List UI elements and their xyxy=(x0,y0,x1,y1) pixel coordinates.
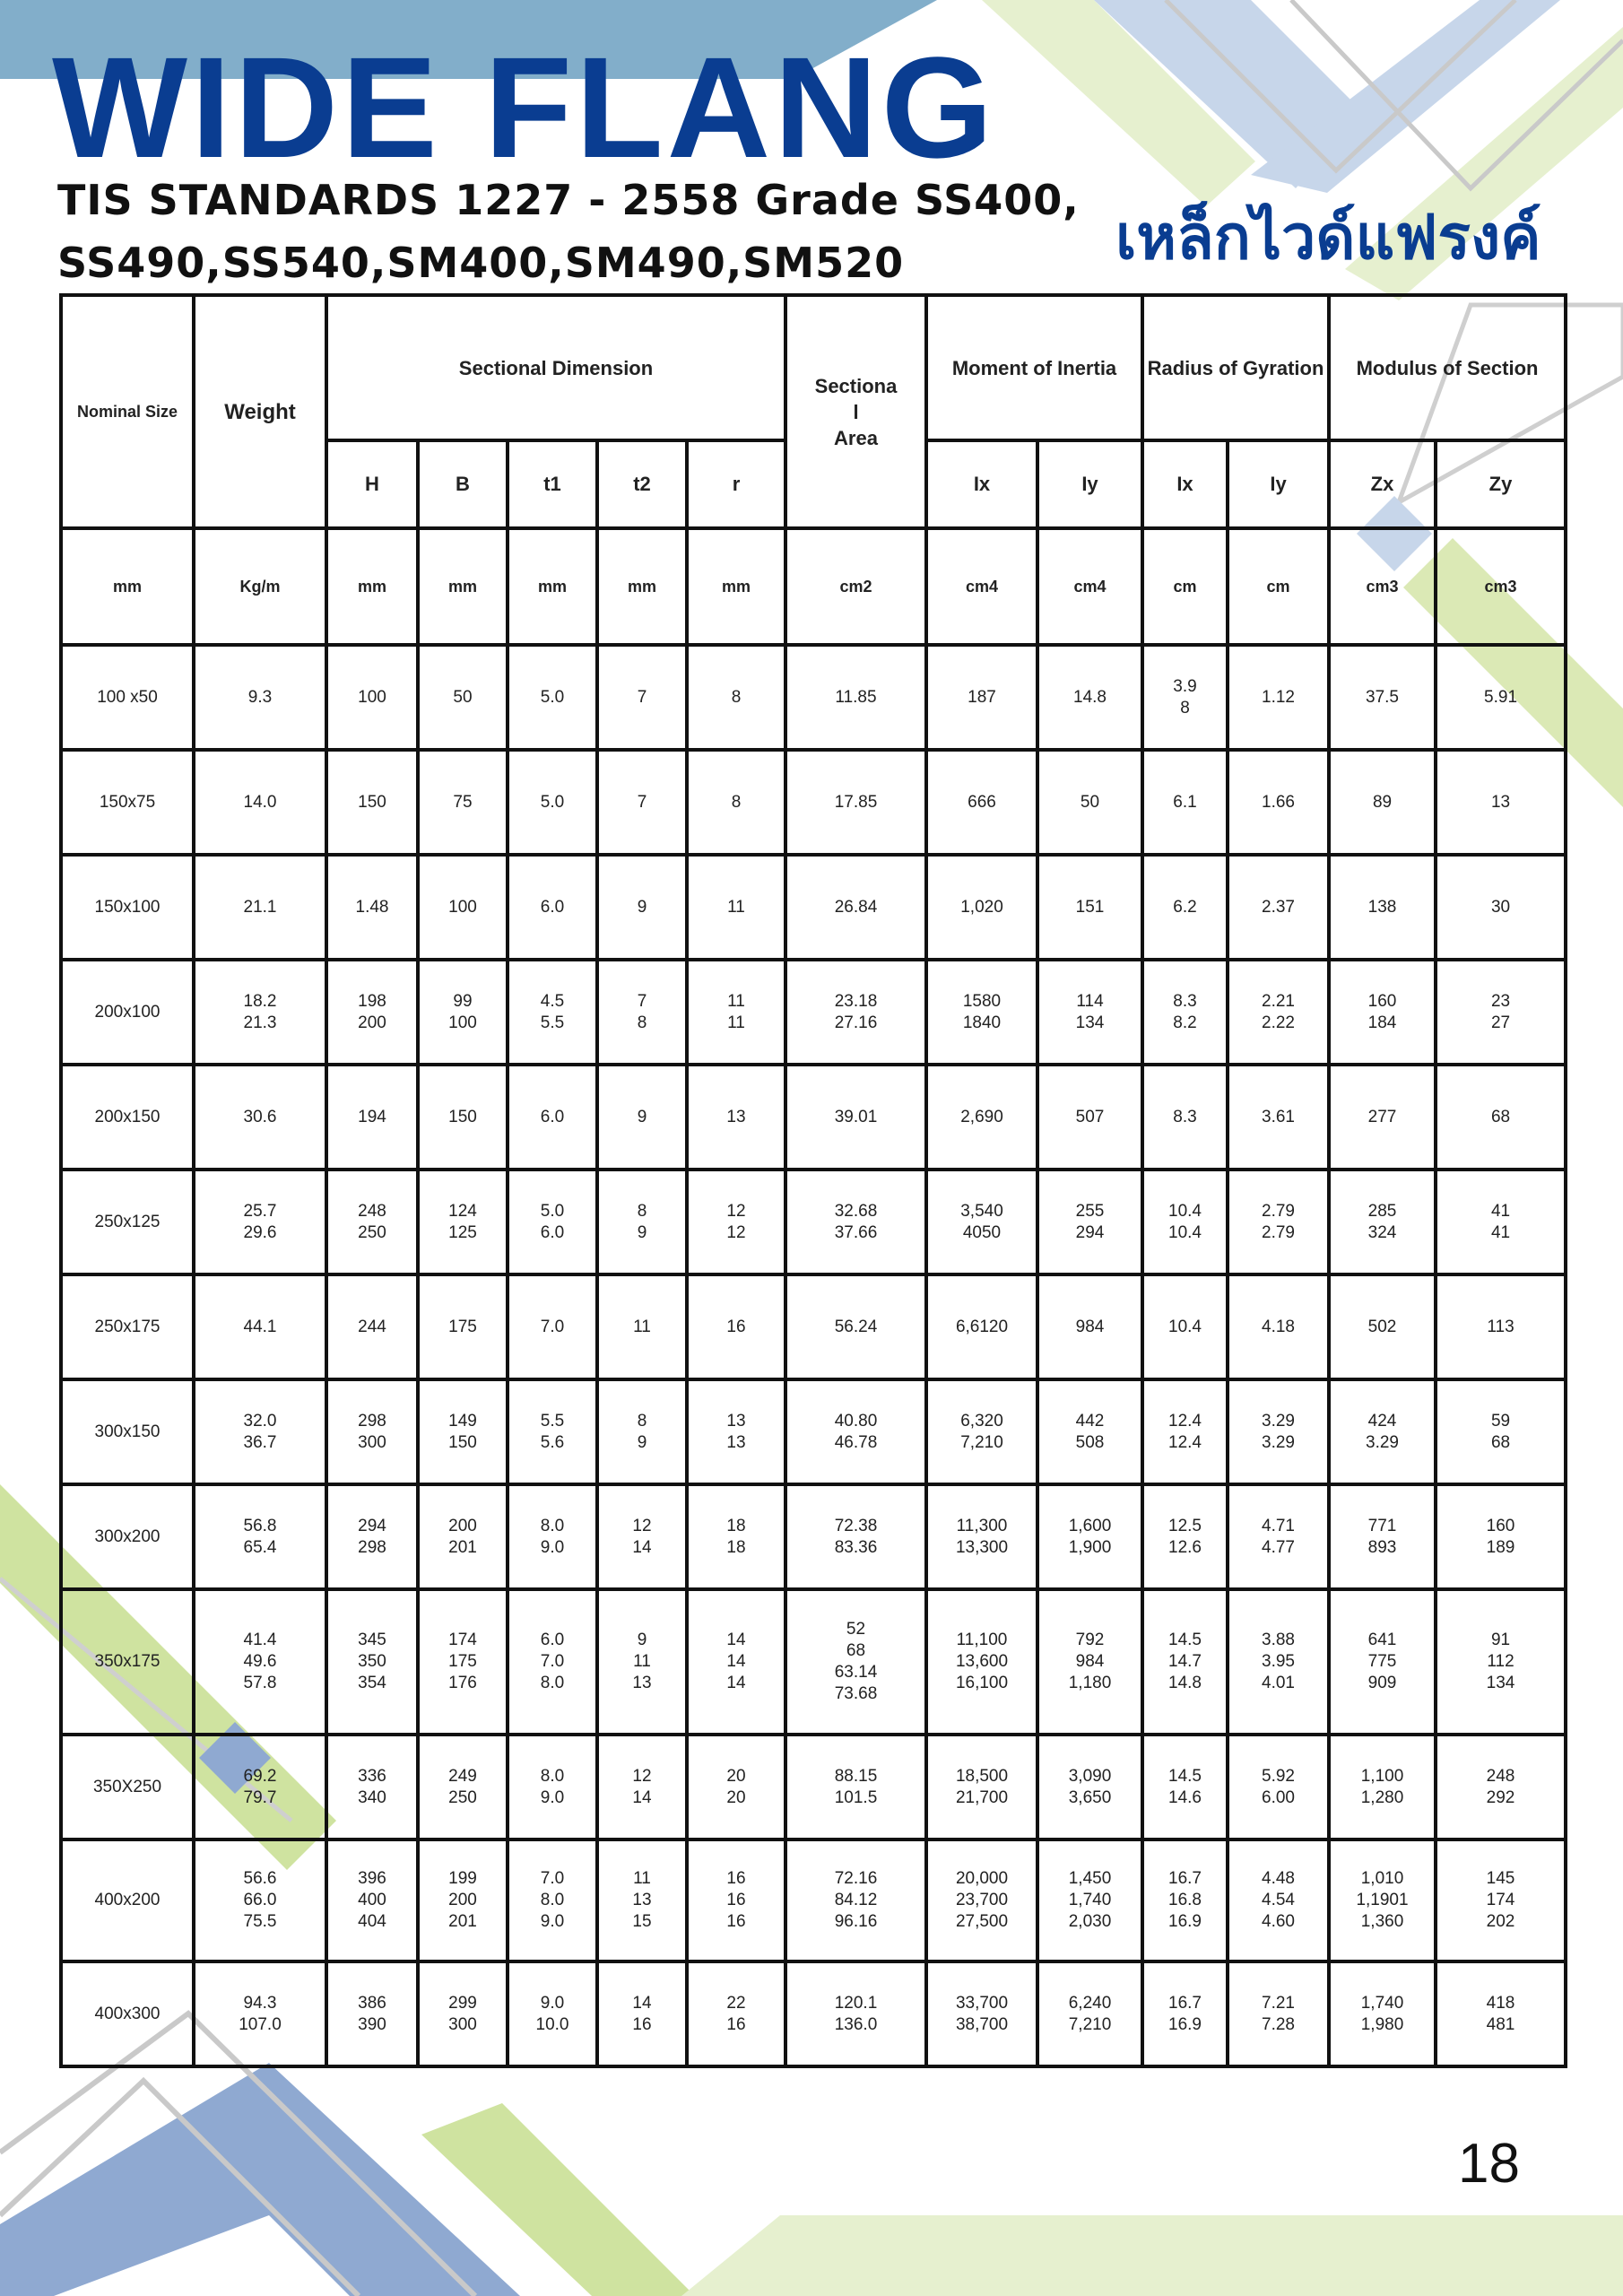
table-cell: 8 9 xyxy=(597,1379,687,1484)
table-cell: 17.85 xyxy=(785,750,926,855)
table-cell: 100 xyxy=(326,645,418,750)
table-row xyxy=(61,1589,1566,1735)
subheader-r: r xyxy=(687,440,785,528)
table-cell: 8 xyxy=(687,750,785,855)
table-cell: 160 189 xyxy=(1436,1484,1566,1589)
table-cell: 9.3 xyxy=(194,645,326,750)
table-cell: 277 xyxy=(1329,1065,1436,1170)
table-cell: 4.18 xyxy=(1228,1274,1329,1379)
table-cell: 10.4 10.4 xyxy=(1142,1170,1228,1274)
table-cell: 3.29 3.29 xyxy=(1228,1379,1329,1484)
table-cell: 1,740 1,980 xyxy=(1329,1961,1436,2066)
table-cell: 418 481 xyxy=(1436,1961,1566,2066)
unit-cell: mm xyxy=(326,528,418,645)
table-cell: 13 xyxy=(687,1065,785,1170)
table-cell: 248 292 xyxy=(1436,1735,1566,1839)
table-cell: 6.0 7.0 8.0 xyxy=(508,1589,597,1735)
table-cell: 41 41 xyxy=(1436,1170,1566,1274)
table-cell: 16 16 16 xyxy=(687,1839,785,1961)
table-cell: 7.21 7.28 xyxy=(1228,1961,1329,2066)
table-cell: 16 xyxy=(687,1274,785,1379)
table-cell: 666 xyxy=(926,750,1037,855)
table-cell: 2,690 xyxy=(926,1065,1037,1170)
table-cell: 3,090 3,650 xyxy=(1037,1735,1142,1839)
nominal-size-cell: 250x175 xyxy=(61,1274,194,1379)
table-cell: 198 200 xyxy=(326,960,418,1065)
table-cell: 13 13 xyxy=(687,1379,785,1484)
table-cell: 6.1 xyxy=(1142,750,1228,855)
nominal-size-cell: 400x200 xyxy=(61,1839,194,1961)
table-cell: 8 9 xyxy=(597,1170,687,1274)
table-cell: 7 xyxy=(597,750,687,855)
nominal-size-cell: 300x150 xyxy=(61,1379,194,1484)
nominal-size-cell: 350X250 xyxy=(61,1735,194,1839)
table-cell: 56.6 66.0 75.5 xyxy=(194,1839,326,1961)
subheader-t1: t1 xyxy=(508,440,597,528)
unit-cell: mm xyxy=(418,528,508,645)
table-cell: 18,500 21,700 xyxy=(926,1735,1037,1839)
table-cell: 20 20 xyxy=(687,1735,785,1839)
table-cell: 114 134 xyxy=(1037,960,1142,1065)
table-cell: 56.24 xyxy=(785,1274,926,1379)
table-cell: 23 27 xyxy=(1436,960,1566,1065)
table-cell: 14.5 14.7 14.8 xyxy=(1142,1589,1228,1735)
table-cell: 18 18 xyxy=(687,1484,785,1589)
table-cell: 39.01 xyxy=(785,1065,926,1170)
table-cell: 1580 1840 xyxy=(926,960,1037,1065)
table-cell: 641 775 909 xyxy=(1329,1589,1436,1735)
table-cell: 14.5 14.6 xyxy=(1142,1735,1228,1839)
table-group-header-row xyxy=(61,295,1566,440)
table-cell: 14 14 14 xyxy=(687,1589,785,1735)
unit-cell: mm xyxy=(597,528,687,645)
table-cell: 32.0 36.7 xyxy=(194,1379,326,1484)
table-cell: 771 893 xyxy=(1329,1484,1436,1589)
table-cell: 507 xyxy=(1037,1065,1142,1170)
table-cell: 11.85 xyxy=(785,645,926,750)
table-cell: 68 xyxy=(1436,1065,1566,1170)
unit-cell: mm xyxy=(61,528,194,645)
table-cell: 1,600 1,900 xyxy=(1037,1484,1142,1589)
nominal-size-cell: 300x200 xyxy=(61,1484,194,1589)
unit-cell: mm xyxy=(508,528,597,645)
wide-flange-spec-table xyxy=(59,293,1567,2068)
table-cell: 26.84 xyxy=(785,855,926,960)
table-cell: 4.48 4.54 4.60 xyxy=(1228,1839,1329,1961)
nominal-size-cell: 250x125 xyxy=(61,1170,194,1274)
table-cell: 94.3 107.0 xyxy=(194,1961,326,2066)
table-cell: 3.9 8 xyxy=(1142,645,1228,750)
table-cell: 298 300 xyxy=(326,1379,418,1484)
table-cell: 72.16 84.12 96.16 xyxy=(785,1839,926,1961)
thai-title: เหล็กไวด์แฟรงค์ xyxy=(1115,203,1541,274)
unit-cell: cm3 xyxy=(1436,528,1566,645)
unit-cell: cm xyxy=(1228,528,1329,645)
table-cell: 336 340 xyxy=(326,1735,418,1839)
table-cell: 424 3.29 xyxy=(1329,1379,1436,1484)
table-cell: 442 508 xyxy=(1037,1379,1142,1484)
table-cell: 100 xyxy=(418,855,508,960)
table-cell: 145 174 202 xyxy=(1436,1839,1566,1961)
table-cell: 124 125 xyxy=(418,1170,508,1274)
table-cell: 50 xyxy=(418,645,508,750)
table-cell: 11,300 13,300 xyxy=(926,1484,1037,1589)
table-cell: 6,320 7,210 xyxy=(926,1379,1037,1484)
table-cell: 5.0 xyxy=(508,750,597,855)
unit-cell: Kg/m xyxy=(194,528,326,645)
table-cell: 5.0 6.0 xyxy=(508,1170,597,1274)
table-cell: 14.0 xyxy=(194,750,326,855)
table-cell: 88.15 101.5 xyxy=(785,1735,926,1839)
standard-line-2: SS490,SS540,SM400,SM490,SM520 xyxy=(57,239,905,287)
table-cell: 91 112 134 xyxy=(1436,1589,1566,1735)
table-cell: 23.18 27.16 xyxy=(785,960,926,1065)
table-cell: 984 xyxy=(1037,1274,1142,1379)
table-cell: 396 400 404 xyxy=(326,1839,418,1961)
table-cell: 8.0 9.0 xyxy=(508,1735,597,1839)
table-cell: 44.1 xyxy=(194,1274,326,1379)
table-cell: 8 xyxy=(687,645,785,750)
unit-cell: cm xyxy=(1142,528,1228,645)
table-cell: 30 xyxy=(1436,855,1566,960)
table-row xyxy=(61,750,1566,855)
table-row xyxy=(61,1961,1566,2066)
table-cell: 1,450 1,740 2,030 xyxy=(1037,1839,1142,1961)
table-cell: 11,100 13,600 16,100 xyxy=(926,1589,1037,1735)
table-cell: 12 14 xyxy=(597,1735,687,1839)
nominal-size-cell: 400x300 xyxy=(61,1961,194,2066)
table-cell: 5.5 5.6 xyxy=(508,1379,597,1484)
table-row xyxy=(61,1379,1566,1484)
table-cell: 8.3 8.2 xyxy=(1142,960,1228,1065)
subheader-b: B xyxy=(418,440,508,528)
bottom-right-green-band xyxy=(681,2215,1623,2296)
table-cell: 386 390 xyxy=(326,1961,418,2066)
table-cell: 187 xyxy=(926,645,1037,750)
nominal-size-cell: 200x150 xyxy=(61,1065,194,1170)
table-cell: 6,240 7,210 xyxy=(1037,1961,1142,2066)
table-cell: 5.0 xyxy=(508,645,597,750)
table-cell: 9.0 10.0 xyxy=(508,1961,597,2066)
table-cell: 8.3 xyxy=(1142,1065,1228,1170)
table-cell: 6,6120 xyxy=(926,1274,1037,1379)
table-cell: 7 xyxy=(597,645,687,750)
table-cell: 12 14 xyxy=(597,1484,687,1589)
header-weight: Weight xyxy=(194,295,326,528)
table-cell: 4.71 4.77 xyxy=(1228,1484,1329,1589)
table-cell: 33,700 38,700 xyxy=(926,1961,1037,2066)
table-row xyxy=(61,1170,1566,1274)
table-cell: 194 xyxy=(326,1065,418,1170)
table-cell: 37.5 xyxy=(1329,645,1436,750)
table-cell: 2.21 2.22 xyxy=(1228,960,1329,1065)
nominal-size-cell: 150x100 xyxy=(61,855,194,960)
table-cell: 120.1 136.0 xyxy=(785,1961,926,2066)
table-cell: 6.2 xyxy=(1142,855,1228,960)
table-cell: 2.79 2.79 xyxy=(1228,1170,1329,1274)
nominal-size-cell: 350x175 xyxy=(61,1589,194,1735)
table-cell: 1.48 xyxy=(326,855,418,960)
table-cell: 59 68 xyxy=(1436,1379,1566,1484)
table-cell: 149 150 xyxy=(418,1379,508,1484)
table-cell: 10.4 xyxy=(1142,1274,1228,1379)
table-cell: 6.0 xyxy=(508,855,597,960)
unit-cell: cm3 xyxy=(1329,528,1436,645)
table-row xyxy=(61,855,1566,960)
table-cell: 89 xyxy=(1329,750,1436,855)
subheader-ix-gyration: Ix xyxy=(1142,440,1228,528)
table-cell: 30.6 xyxy=(194,1065,326,1170)
table-cell: 69.2 79.7 xyxy=(194,1735,326,1839)
table-cell: 22 16 xyxy=(687,1961,785,2066)
page-title: WIDE FLANG xyxy=(52,27,997,187)
table-cell: 11 xyxy=(687,855,785,960)
table-cell: 3,540 4050 xyxy=(926,1170,1037,1274)
subheader-h: H xyxy=(326,440,418,528)
table-cell: 14.8 xyxy=(1037,645,1142,750)
table-cell: 18.2 21.3 xyxy=(194,960,326,1065)
table-cell: 792 984 1,180 xyxy=(1037,1589,1142,1735)
table-cell: 6.0 xyxy=(508,1065,597,1170)
table-cell: 32.68 37.66 xyxy=(785,1170,926,1274)
table-cell: 7.0 8.0 9.0 xyxy=(508,1839,597,1961)
table-cell: 255 294 xyxy=(1037,1170,1142,1274)
table-row xyxy=(61,1484,1566,1589)
table-cell: 5.92 6.00 xyxy=(1228,1735,1329,1839)
table-cell: 175 xyxy=(418,1274,508,1379)
table-cell: 16.7 16.9 xyxy=(1142,1961,1228,2066)
standard-line-1: TIS STANDARDS 1227 - 2558 Grade SS400, xyxy=(57,176,1080,224)
table-cell: 160 184 xyxy=(1329,960,1436,1065)
subheader-zx: Zx xyxy=(1329,440,1436,528)
table-cell: 285 324 xyxy=(1329,1170,1436,1274)
table-cell: 200 201 xyxy=(418,1484,508,1589)
table-cell: 4.5 5.5 xyxy=(508,960,597,1065)
table-row xyxy=(61,1274,1566,1379)
table-cell: 345 350 354 xyxy=(326,1589,418,1735)
table-cell: 40.80 46.78 xyxy=(785,1379,926,1484)
table-cell: 249 250 xyxy=(418,1735,508,1839)
header-radius-of-gyration: Radius of Gyration xyxy=(1142,295,1329,440)
nominal-size-cell: 100 x50 xyxy=(61,645,194,750)
table-cell: 502 xyxy=(1329,1274,1436,1379)
table-cell: 1,010 1,1901 1,360 xyxy=(1329,1839,1436,1961)
unit-cell: cm2 xyxy=(785,528,926,645)
table-cell: 72.38 83.36 xyxy=(785,1484,926,1589)
table-cell: 50 xyxy=(1037,750,1142,855)
table-cell: 5.91 xyxy=(1436,645,1566,750)
table-cell: 244 xyxy=(326,1274,418,1379)
table-row xyxy=(61,960,1566,1065)
table-cell: 11 13 15 xyxy=(597,1839,687,1961)
table-cell: 2.37 xyxy=(1228,855,1329,960)
header-nominal-size: Nominal Size xyxy=(61,295,194,528)
table-cell: 52 68 63.14 73.68 xyxy=(785,1589,926,1735)
table-row xyxy=(61,645,1566,750)
table-cell: 20,000 23,700 27,500 xyxy=(926,1839,1037,1961)
table-cell: 12.5 12.6 xyxy=(1142,1484,1228,1589)
table-cell: 138 xyxy=(1329,855,1436,960)
subheader-iy-gyration: Iy xyxy=(1228,440,1329,528)
table-cell: 150 xyxy=(418,1065,508,1170)
table-cell: 299 300 xyxy=(418,1961,508,2066)
table-cell: 294 298 xyxy=(326,1484,418,1589)
header-sectional-area: Sectiona l Area xyxy=(785,295,926,528)
table-cell: 150 xyxy=(326,750,418,855)
subheader-zy: Zy xyxy=(1436,440,1566,528)
table-cell: 9 xyxy=(597,1065,687,1170)
table-cell: 1,020 xyxy=(926,855,1037,960)
subheader-iy-inertia: Iy xyxy=(1037,440,1142,528)
subheader-ix-inertia: Ix xyxy=(926,440,1037,528)
subheader-t2: t2 xyxy=(597,440,687,528)
table-cell: 1,100 1,280 xyxy=(1329,1735,1436,1839)
unit-cell: mm xyxy=(687,528,785,645)
table-cell: 151 xyxy=(1037,855,1142,960)
unit-cell: cm4 xyxy=(1037,528,1142,645)
table-row xyxy=(61,1065,1566,1170)
table-cell: 8.0 9.0 xyxy=(508,1484,597,1589)
table-cell: 56.8 65.4 xyxy=(194,1484,326,1589)
table-cell: 174 175 176 xyxy=(418,1589,508,1735)
table-cell: 1.66 xyxy=(1228,750,1329,855)
table-cell: 25.7 29.6 xyxy=(194,1170,326,1274)
table-cell: 1.12 xyxy=(1228,645,1329,750)
table-cell: 11 xyxy=(597,1274,687,1379)
table-cell: 9 xyxy=(597,855,687,960)
header-modulus-of-section: Modulus of Section xyxy=(1329,295,1566,440)
header-sectional-dimension: Sectional Dimension xyxy=(326,295,785,440)
table-cell: 12.4 12.4 xyxy=(1142,1379,1228,1484)
table-cell: 7.0 xyxy=(508,1274,597,1379)
table-cell: 11 11 xyxy=(687,960,785,1065)
table-cell: 9 11 13 xyxy=(597,1589,687,1735)
table-units-row xyxy=(61,528,1566,645)
table-cell: 113 xyxy=(1436,1274,1566,1379)
table-cell: 3.88 3.95 4.01 xyxy=(1228,1589,1329,1735)
table-cell: 75 xyxy=(418,750,508,855)
table-cell: 199 200 201 xyxy=(418,1839,508,1961)
unit-cell: cm4 xyxy=(926,528,1037,645)
table-cell: 16.7 16.8 16.9 xyxy=(1142,1839,1228,1961)
table-cell: 21.1 xyxy=(194,855,326,960)
table-cell: 248 250 xyxy=(326,1170,418,1274)
table-cell: 99 100 xyxy=(418,960,508,1065)
nominal-size-cell: 200x100 xyxy=(61,960,194,1065)
header-moment-of-inertia: Moment of Inertia xyxy=(926,295,1142,440)
table-cell: 7 8 xyxy=(597,960,687,1065)
table-row xyxy=(61,1735,1566,1839)
table-cell: 3.61 xyxy=(1228,1065,1329,1170)
table-cell: 14 16 xyxy=(597,1961,687,2066)
page-number: 18 xyxy=(1458,2133,1520,2195)
table-cell: 12 12 xyxy=(687,1170,785,1274)
table-cell: 41.4 49.6 57.8 xyxy=(194,1589,326,1735)
table-cell: 13 xyxy=(1436,750,1566,855)
table-row xyxy=(61,1839,1566,1961)
nominal-size-cell: 150x75 xyxy=(61,750,194,855)
